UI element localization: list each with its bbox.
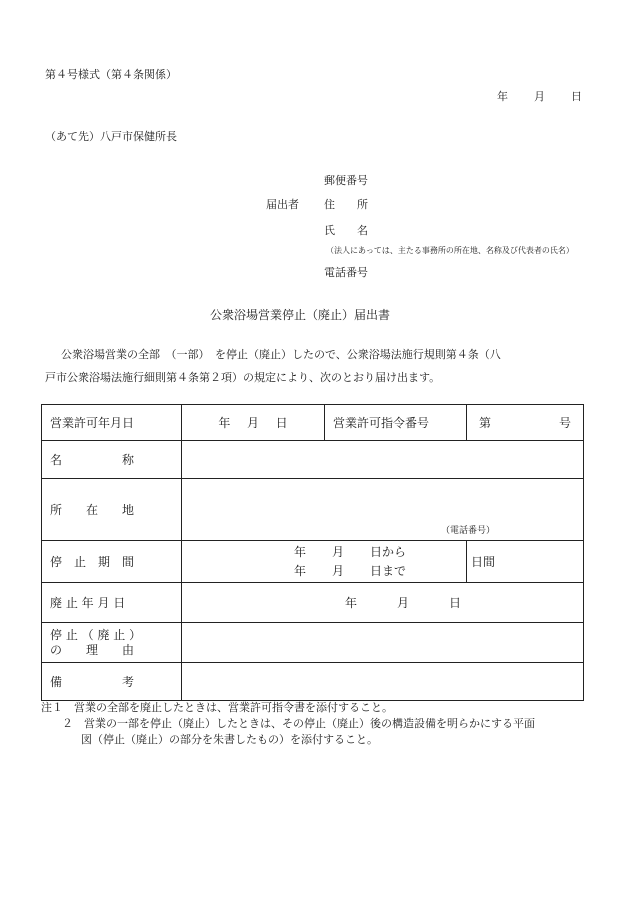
reason-label: 停 止 （ 廃 止 ） の 理 由 xyxy=(42,623,182,663)
name-label: 氏 名 xyxy=(324,224,368,237)
document-title: 公衆浴場営業停止（廃止）届出書 xyxy=(210,308,391,322)
permit-number-label: 営業許可指令番号 xyxy=(325,405,467,441)
day-label: 日 xyxy=(571,90,582,103)
facility-name-field[interactable] xyxy=(182,441,584,479)
form-table xyxy=(41,404,584,701)
facility-name-label: 名 称 xyxy=(42,441,182,479)
note-1: 注１ 営業の全部を廃止したときは、営業許可指令書を添付すること。 xyxy=(41,701,393,714)
days-label: 日間 xyxy=(471,555,496,569)
phone-label: 電話番号 xyxy=(324,266,368,279)
address-label: 住 所 xyxy=(324,198,368,211)
body-text-line2: 戸市公衆浴場法施行細則第４条第２項）の規定により、次のとおり届け出ます。 xyxy=(45,371,441,384)
reason-row xyxy=(42,623,584,663)
location-label: 所 在 地 xyxy=(42,479,182,541)
form-number: 第４号様式（第４条関係） xyxy=(45,68,177,81)
remarks-field[interactable] xyxy=(182,663,584,701)
remarks-label: 備 考 xyxy=(42,663,182,701)
name-row xyxy=(42,441,584,479)
reason-field[interactable] xyxy=(182,623,584,663)
permit-row xyxy=(42,405,584,441)
body-text-line1: 公衆浴場営業の全部 （一部） を停止（廃止）したので、公衆浴場法施行規則第４条（八 xyxy=(61,348,501,361)
period-to: 年 月 日まで xyxy=(294,563,407,578)
permit-number-field[interactable]: 第 号 xyxy=(467,405,584,441)
location-row xyxy=(42,479,584,541)
location-field[interactable] xyxy=(182,479,584,541)
note-2: ２ 営業の一部を停止（廃止）したときは、その停止（廃止）後の構造設備を明らかにする平面 xyxy=(62,717,535,730)
abolish-date-label: 廃 止 年 月 日 xyxy=(42,583,182,623)
addressee: （あて先）八戸市保健所長 xyxy=(45,130,177,143)
period-from: 年 月 日から xyxy=(294,544,407,559)
corporation-note: （法人にあっては、主たる事務所の所在地、名称及び代表者の氏名） xyxy=(326,246,574,255)
phone-note: （電話番号） xyxy=(440,526,495,536)
note-2-continued: 図（停止（廃止）の部分を朱書したもの）を添付すること。 xyxy=(81,733,378,746)
permit-date-label: 営業許可年月日 xyxy=(42,405,182,441)
abolish-date-field[interactable]: 年 月 日 xyxy=(182,583,584,623)
suspension-period-dates[interactable] xyxy=(182,541,467,583)
remarks-row xyxy=(42,663,584,701)
notes xyxy=(41,700,591,748)
month-label: 月 xyxy=(534,90,545,103)
abolish-row xyxy=(42,583,584,623)
postal-code-label: 郵便番号 xyxy=(324,174,368,187)
permit-date-field[interactable]: 年 月 日 xyxy=(182,405,325,441)
date-line xyxy=(497,88,582,104)
suspension-period-label: 停 止 期 間 xyxy=(42,541,182,583)
year-label: 年 xyxy=(497,90,508,103)
applicant-label: 届出者 xyxy=(266,198,299,211)
period-row xyxy=(42,541,584,583)
days-field[interactable] xyxy=(467,541,584,583)
